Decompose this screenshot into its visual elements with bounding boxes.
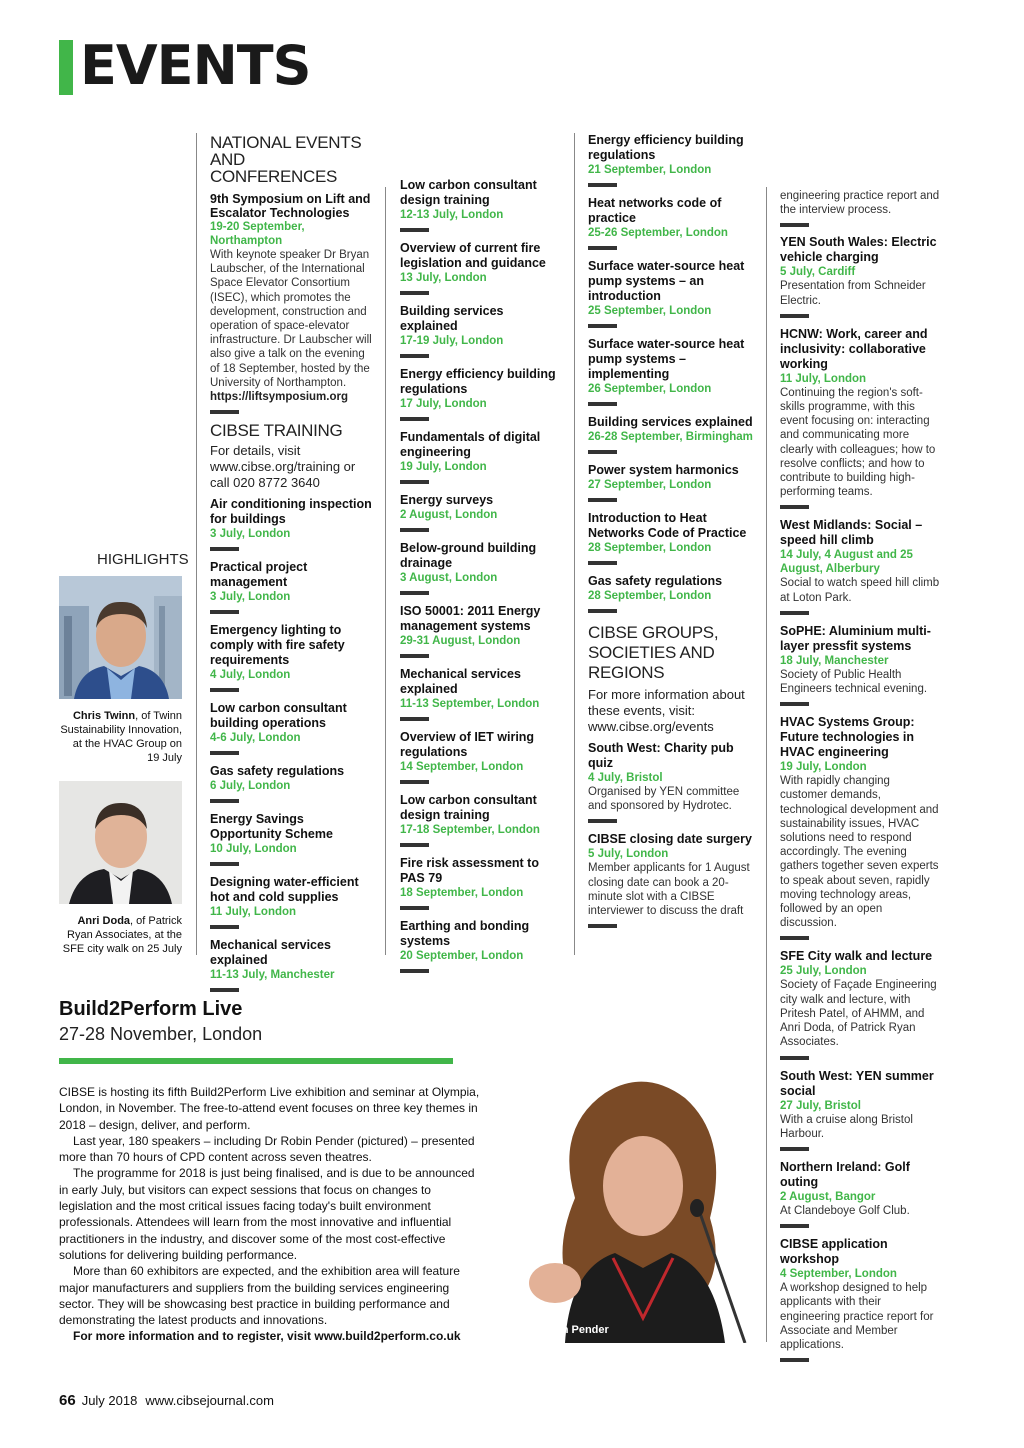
separator-dash: [400, 591, 429, 595]
event-description: Society of Public Health Engineers technical evening.: [780, 668, 928, 696]
event-description: Presentation from Schneider Electric.: [780, 280, 926, 307]
event-date: 17-18 September, London: [400, 824, 540, 836]
event-date: 28 September, London: [588, 590, 712, 602]
event-item: [400, 430, 564, 484]
column-training-groups: [588, 125, 754, 928]
separator-dash: [588, 924, 617, 928]
event-item: [588, 337, 754, 406]
event-item: [780, 1160, 940, 1228]
event-title: Low carbon consultant design training: [400, 178, 537, 207]
b2p-paragraph: More than 60 exhibitors are expected, and the exhibition area will feature major manufacturers and suppliers from the building services engineering sector. They will be showcasing best practice in building performance and demonstrating the latest products and innovations.: [59, 1264, 460, 1328]
event-item: [400, 241, 564, 295]
event-item: [400, 493, 564, 532]
event-title: Energy efficiency building regulations: [588, 133, 744, 162]
event-title: HCNW: Work, career and inclusivity: collaborative working: [780, 326, 928, 371]
event-description: Society of Façade Engineering city walk and lecture, with Pritesh Patel, of AHMM, and Anri Doda, of Patrick Ryan Associates.: [780, 979, 937, 1049]
anri-doda-caption: Anri Doda, of Patrick Ryan Associates, at the SFE city walk on 25 July: [62, 915, 182, 955]
separator-dash: [780, 1358, 809, 1362]
event-title: HVAC Systems Group: Future technologies in HVAC engineering: [780, 715, 915, 760]
separator-dash: [400, 228, 429, 232]
event-date: 26 September, London: [588, 383, 712, 395]
separator-dash: [210, 925, 239, 929]
separator-dash: [400, 906, 429, 910]
event-date: 25 September, London: [588, 305, 712, 317]
robin-pender-photo: [515, 1068, 752, 1343]
b2p-title: Build2Perform Live: [59, 998, 243, 1020]
separator-dash: [400, 717, 429, 721]
event-description: With rapidly changing customer demands, technological development and sustainability issues, HVAC solutions need to respond accordingly. The evening gathers together seven experts to speak about seven, rapidly moving technology areas, followed by an open discussion.: [780, 775, 939, 930]
event-date: 2 August, Bangor: [780, 1190, 876, 1203]
b2p-article-body: [59, 1084, 487, 1345]
groups-info-text: For more information about these events, visit: www.cibse.org/events: [588, 687, 745, 734]
event-title: Surface water-source heat pump systems – an introduction: [588, 259, 745, 303]
page-title: EVENTS: [80, 34, 311, 97]
event-date: 27 September, London: [588, 479, 712, 491]
event-date: 21 September, London: [588, 164, 712, 176]
column-divider: [385, 187, 386, 955]
event-title: Gas safety regulations: [210, 764, 345, 779]
column-groups-continued: [780, 189, 940, 1362]
event-date: 20 September, London: [400, 950, 524, 962]
event-item: [400, 541, 564, 595]
event-item: [588, 511, 754, 565]
event-item: [780, 715, 940, 940]
website-link[interactable]: www.cibsejournal.com: [145, 1393, 274, 1408]
event-item: [210, 701, 374, 755]
event-date: 4-6 July, London: [210, 732, 301, 745]
cibse-training-heading: CIBSE TRAINING: [210, 421, 343, 441]
event-title: Energy Savings Opportunity Scheme: [210, 812, 333, 842]
event-date: 27 July, Bristol: [780, 1099, 861, 1112]
separator-dash: [400, 969, 429, 973]
event-date: 4 July, Bristol: [588, 772, 663, 784]
event-date: 26-28 September, Birmingham: [588, 431, 753, 443]
event-item: [780, 327, 940, 510]
separator-dash: [780, 505, 809, 509]
event-item: [588, 463, 754, 502]
separator-dash: [780, 702, 809, 706]
robin-pender-caption: Dr Robin Pender: [522, 1324, 609, 1336]
event-item: [210, 938, 374, 992]
event-title: Heat networks code of practice: [588, 196, 722, 225]
separator-dash: [210, 862, 239, 866]
event-title: SFE City walk and lecture: [780, 949, 933, 964]
separator-dash: [210, 547, 239, 551]
event-date: 3 July, London: [210, 528, 291, 541]
event-title: CIBSE application workshop: [780, 1237, 888, 1267]
event-item: [588, 259, 754, 328]
event-date: 17-19 July, London: [400, 335, 504, 347]
event-title: Below-ground building drainage: [400, 541, 537, 570]
event-date: 6 July, London: [210, 780, 291, 793]
event-date: 13 July, London: [400, 272, 487, 284]
event-date: 19 July, London: [780, 761, 867, 774]
event-title: Introduction to Heat Networks Code of Practice: [588, 511, 747, 540]
separator-dash: [400, 417, 429, 421]
event-item: [400, 667, 564, 721]
separator-dash: [780, 1147, 809, 1151]
event-item: [780, 624, 940, 706]
groups-heading: CIBSE GROUPS, SOCIETIES AND REGIONS: [588, 623, 719, 682]
event-date: 14 July, 4 August and 25 August, Alberbury: [780, 549, 913, 576]
chris-twinn-caption: Chris Twinn, of Twinn Sustainability Innovation, at the HVAC Group on 19 July: [60, 710, 182, 764]
event-item: [400, 793, 564, 847]
separator-dash: [210, 799, 239, 803]
event-item: [588, 741, 754, 823]
separator-dash: [400, 780, 429, 784]
event-item: [400, 730, 564, 784]
event-title: Northern Ireland: Golf outing: [780, 1159, 910, 1189]
event-date: 3 August, London: [400, 572, 498, 584]
event-date: 19-20 September, Northampton: [210, 221, 305, 247]
event-item: [780, 1237, 940, 1362]
separator-dash: [400, 354, 429, 358]
event-item: [780, 518, 940, 614]
event-item: [400, 604, 564, 658]
event-title: Designing water-efficient hot and cold supplies: [210, 875, 359, 905]
event-title: Low carbon consultant building operations: [210, 701, 347, 731]
event-title: Fundamentals of digital engineering: [400, 430, 541, 459]
column-divider: [766, 187, 767, 1342]
separator-dash: [780, 1224, 809, 1228]
event-date: 11-13 September, London: [400, 698, 540, 710]
event-description: With a cruise along Bristol Harbour.: [780, 1113, 913, 1140]
event-title: Energy surveys: [400, 493, 494, 507]
separator-dash: [588, 402, 617, 406]
event-date: 4 July, London: [210, 669, 291, 682]
column-divider: [196, 133, 197, 955]
event-date: 25-26 September, London: [588, 227, 728, 239]
event-date: 5 July, Cardiff: [780, 266, 856, 279]
separator-dash: [400, 528, 429, 532]
event-item: [210, 560, 374, 614]
event-title: Building services explained: [400, 304, 504, 333]
event-description: Continuing the region's soft-skills programme, with this event focusing on: interacting and communicating more clearly with colleagues; how to resolve conflicts; and how to contribute to building high-performing teams.: [780, 386, 936, 499]
event-description: Social to watch speed hill climb at Loton Park.: [780, 577, 940, 604]
header-accent-bar: [59, 40, 73, 95]
event-description: With keynote speaker Dr Bryan Laubscher, of the International Space Elevator Consortium (ISEC), which promotes the development, construction and operation of space-elevator infrastructure. Dr Laubscher will also give a talk on the evening of 18 September, hosted by the University of Northampton.: [210, 249, 372, 389]
event-title: ISO 50001: 2011 Energy management systems: [400, 604, 541, 633]
separator-dash: [588, 450, 617, 454]
event-title: Low carbon consultant design training: [400, 793, 537, 822]
anri-doda-photo: [59, 781, 182, 904]
event-description: At Clandeboye Golf Club.: [780, 1204, 910, 1217]
event-title: Power system harmonics: [588, 463, 739, 477]
training-contact-text: For details, visit www.cibse.org/training or call 020 8772 3640: [210, 443, 356, 491]
event-title: 9th Symposium on Lift and Escalator Technologies: [210, 192, 371, 220]
separator-dash: [780, 1056, 809, 1060]
separator-dash: [588, 819, 617, 823]
event-item: [210, 497, 374, 551]
event-date: 4 September, London: [780, 1268, 897, 1281]
event-item: [588, 196, 754, 250]
b2p-paragraph: CIBSE is hosting its fifth Build2Perform Live exhibition and seminar at Olympia, London, in November. The free-to-attend event focuses on three key themes in 2018 – design, deliver, and perform.: [59, 1085, 480, 1132]
event-date: 18 July, Manchester: [780, 654, 889, 667]
event-item: [210, 812, 374, 866]
column-divider: [574, 133, 575, 955]
event-date: 11 July, London: [780, 372, 867, 385]
separator-dash: [588, 324, 617, 328]
event-date: 3 July, London: [210, 591, 291, 604]
separator-dash: [210, 988, 239, 992]
event-item: [780, 235, 940, 317]
event-title: South West: YEN summer social: [780, 1068, 934, 1098]
event-item: [400, 856, 564, 910]
event-date: 14 September, London: [400, 761, 524, 773]
event-title: Mechanical services explained: [210, 938, 331, 968]
separator-dash: [780, 611, 809, 615]
event-title: CIBSE closing date surgery: [588, 832, 752, 847]
page-footer: [59, 1392, 282, 1409]
b2p-subtitle: 27-28 November, London: [59, 1024, 263, 1044]
event-title: Surface water-source heat pump systems – implementing: [588, 337, 745, 381]
b2p-register-link[interactable]: For more information and to register, visit www.build2perform.co.uk: [73, 1329, 461, 1344]
event-title: Overview of IET wiring regulations: [400, 730, 535, 759]
issue-date: July 2018: [81, 1393, 138, 1408]
event-description: Member applicants for 1 August closing date can book a 20-minute slot with a CIBSE interviewer to discuss the draft: [588, 862, 750, 918]
event-title: Earthing and bonding systems: [400, 919, 530, 948]
event-date: 29-31 August, London: [400, 635, 521, 647]
separator-dash: [400, 480, 429, 484]
event-item: [210, 623, 374, 692]
separator-dash: [780, 223, 809, 227]
event-item: [588, 133, 754, 187]
event-item: [780, 949, 940, 1059]
continued-description: engineering practice report and the interview process.: [780, 190, 940, 217]
event-item: [588, 415, 754, 454]
event-title: Air conditioning inspection for buildings: [210, 497, 372, 527]
column-national-training: [210, 134, 374, 992]
event-title: South West: Charity pub quiz: [588, 741, 734, 770]
event-description: A workshop designed to help applicants with their engineering practice report for Associate and Member applications.: [780, 1282, 934, 1351]
event-item: [210, 193, 374, 414]
separator-dash: [588, 246, 617, 250]
event-description: Organised by YEN committee and sponsored by Hydrotec.: [588, 786, 740, 813]
event-item: [400, 367, 564, 421]
separator-dash: [400, 291, 429, 295]
separator-dash: [210, 751, 239, 755]
separator-dash: [210, 688, 239, 692]
event-title: Fire risk assessment to PAS 79: [400, 856, 539, 885]
event-date: 19 July, London: [400, 461, 487, 473]
event-date: 11 July, London: [210, 906, 297, 919]
separator-dash: [780, 314, 809, 318]
separator-dash: [588, 498, 617, 502]
event-item: [780, 1069, 940, 1151]
event-item: [400, 919, 564, 973]
separator-dash: [210, 610, 239, 614]
event-title: Overview of current fire legislation and guidance: [400, 241, 546, 270]
event-title: Mechanical services explained: [400, 667, 521, 696]
event-date: 11-13 July, Manchester: [210, 969, 335, 982]
separator-dash: [400, 843, 429, 847]
separator-dash: [780, 936, 809, 940]
event-date: 2 August, London: [400, 509, 498, 521]
event-title: SoPHE: Aluminium multi-layer pressfit systems: [780, 623, 931, 653]
event-title: Emergency lighting to comply with fire safety requirements: [210, 623, 345, 668]
event-title: Energy efficiency building regulations: [400, 367, 556, 396]
event-item: [588, 832, 754, 928]
column-training-continued: [400, 178, 564, 973]
event-item: [400, 304, 564, 358]
event-date: 12-13 July, London: [400, 209, 504, 221]
separator-dash: [588, 561, 617, 565]
page-number: 66: [59, 1392, 76, 1409]
chris-twinn-photo: [59, 576, 182, 699]
event-date: 5 July, London: [588, 848, 669, 861]
event-item: [588, 574, 754, 613]
b2p-paragraph: The programme for 2018 is just being finalised, and is due to be announced in early July, but visitors can expect sessions that focus on changes to legislation and the most critical issues facing today's built environment professionals. Attendees will learn from the most innovative and influential practitioners in the industry, and discover some of the most cost-effective solutions for delivering building performance.: [59, 1166, 475, 1262]
event-date: 25 July, London: [780, 965, 867, 978]
event-title: Gas safety regulations: [588, 574, 723, 588]
separator-dash: [210, 410, 239, 414]
event-title: Building services explained: [588, 415, 753, 429]
b2p-accent-rule: [59, 1058, 453, 1064]
national-events-heading: NATIONAL EVENTS AND CONFERENCES: [210, 133, 362, 186]
event-title: Practical project management: [210, 560, 308, 590]
event-title: West Midlands: Social – speed hill climb: [780, 518, 923, 548]
b2p-paragraph: Last year, 180 speakers – including Dr Robin Pender (pictured) – presented more than 70 hours of CPD content across seven theatres.: [59, 1133, 475, 1165]
event-date: 17 July, London: [400, 398, 487, 410]
event-item: [210, 764, 374, 803]
event-item: [400, 178, 564, 232]
event-title: YEN South Wales: Electric vehicle charging: [780, 235, 937, 265]
event-date: 28 September, London: [588, 542, 712, 554]
separator-dash: [588, 183, 617, 187]
event-date: 10 July, London: [210, 843, 297, 856]
event-date: 18 September, London: [400, 887, 524, 899]
event-link[interactable]: https://liftsymposium.org: [210, 391, 348, 404]
separator-dash: [400, 654, 429, 658]
highlights-heading: HIGHLIGHTS: [97, 551, 189, 568]
event-item: [210, 875, 374, 929]
separator-dash: [588, 609, 617, 613]
